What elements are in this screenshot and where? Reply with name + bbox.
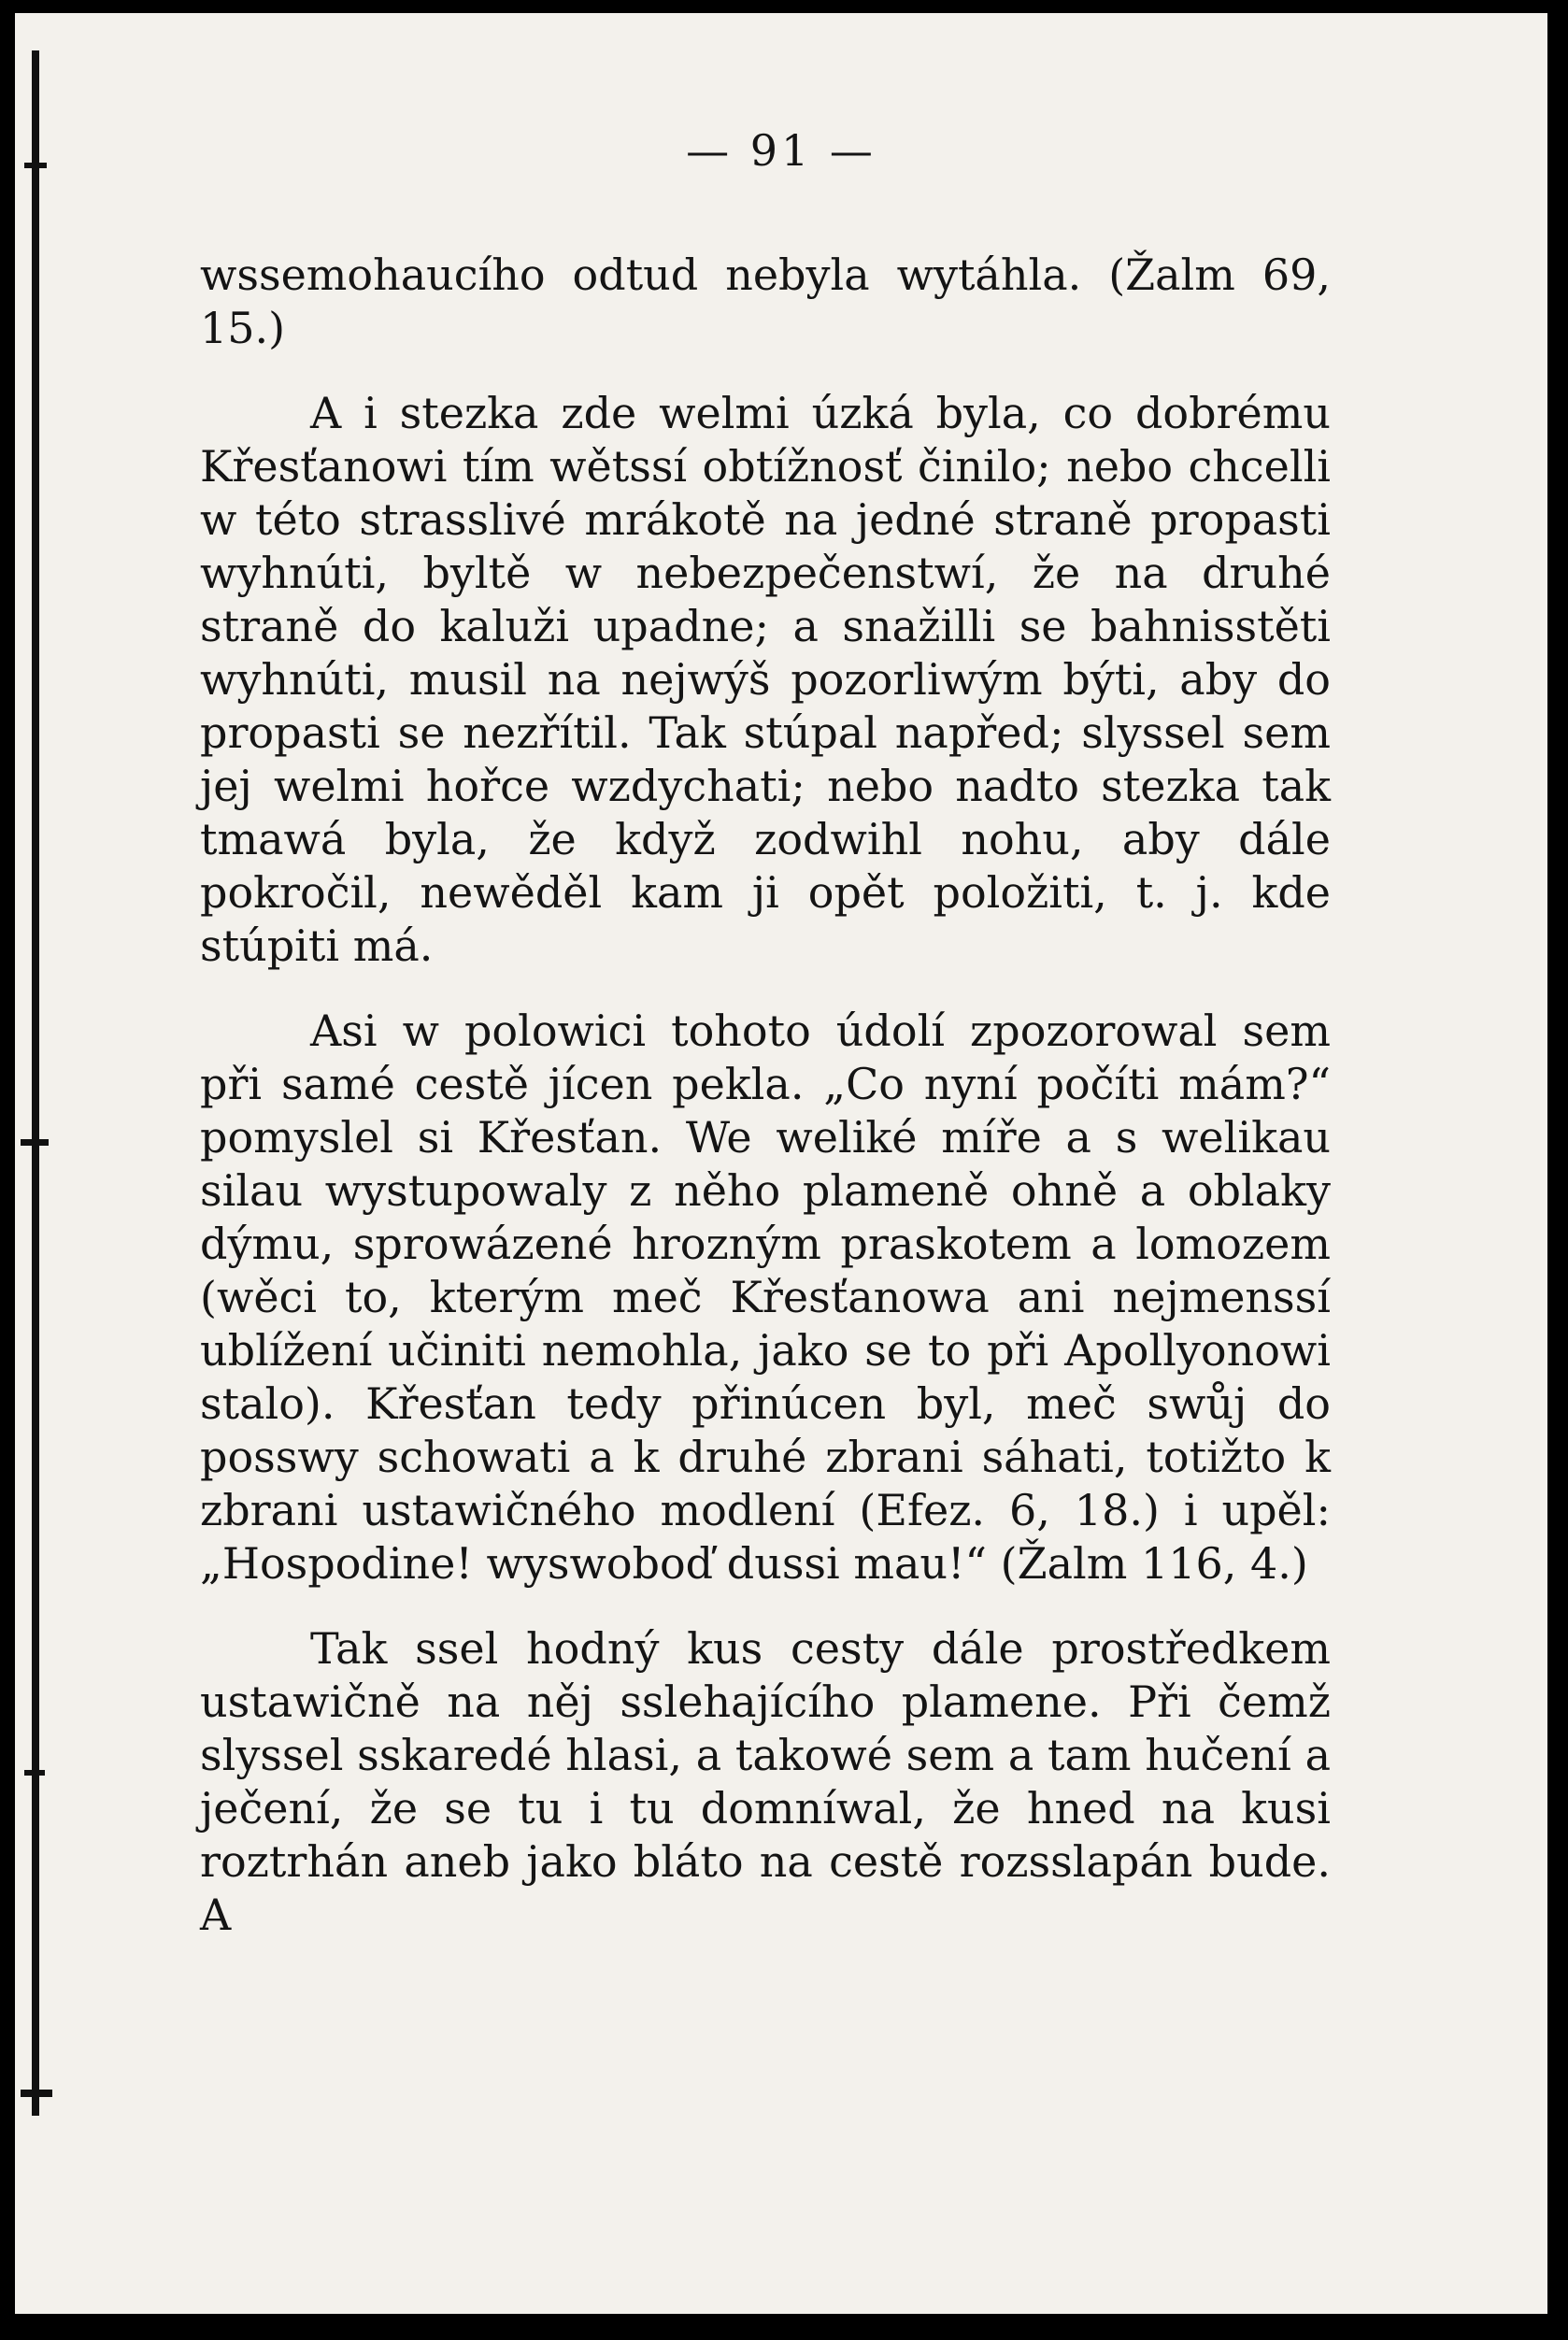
edge-mark (21, 1139, 49, 1146)
paragraph: Asi w polowici tohoto údolí zpozorowal sem při samé cestě jícen pekla. „Co nyní počíti mám?“ pomyslel si Křesťan. We weliké míře a s welikau silau wystupowaly z něho plameně ohně a oblaky dýmu, sprowázené hrozným praskotem a lomozem (wěci to, kterým meč Křesťanowa ani nejmenssí ublížení učiniti nemohla, jako se to při Apollyonowi stalo). Křesťan tedy přinúcen byl, meč swůj do posswy schowati a k druhé zbrani sáhati, totižto k zbrani ustawičného modlení (Efez. 6, 18.) i upěl: „Hospodine! wyswoboď dussi mau!“ (Žalm 116, 4.) (200, 1006, 1331, 1589)
edge-mark (24, 1770, 45, 1776)
page-number: — 91 — (686, 125, 877, 176)
paragraph: A i stezka zde welmi úzká byla, co dobrému Křesťanowi tím wětssí obtížnosť činilo; nebo chcelli w této strasslivé mrákotě na jedné straně propasti wyhnúti, byltě w nebezpečenstwí, že na druhé straně do kaluži upadne; a snažilli se bahnisstěti wyhnúti, musil na nejwýš pozorliwým býti, aby do propasti se nezřítil. Tak stúpal napřed; slyssel sem jej welmi hořce wzdychati; nebo nadto stezka tak tmawá byla, že když zodwihl nohu, aby dále pokročil, newěděl kam ji opět položiti, t. j. kde stúpiti má. (200, 388, 1331, 971)
book-page (15, 13, 1547, 2314)
edge-mark (21, 2090, 52, 2097)
binding-edge-rule (32, 50, 39, 2116)
paragraph: wssemohaucího odtud nebyla wytáhla. (Žalm 69, 15.) (200, 250, 1331, 353)
body-text (200, 249, 1331, 1974)
paragraph: Tak ssel hodný kus cesty dále prostředkem ustawičně na něj sslehajícího plamene. Při čemž slyssel sskaredé hlasi, a takowé sem a tam hučení a ječení, že se tu i tu domníwal, že hned na kusi roztrhán aneb jako bláto na cestě rozsslapán bude. A (200, 1623, 1331, 1940)
